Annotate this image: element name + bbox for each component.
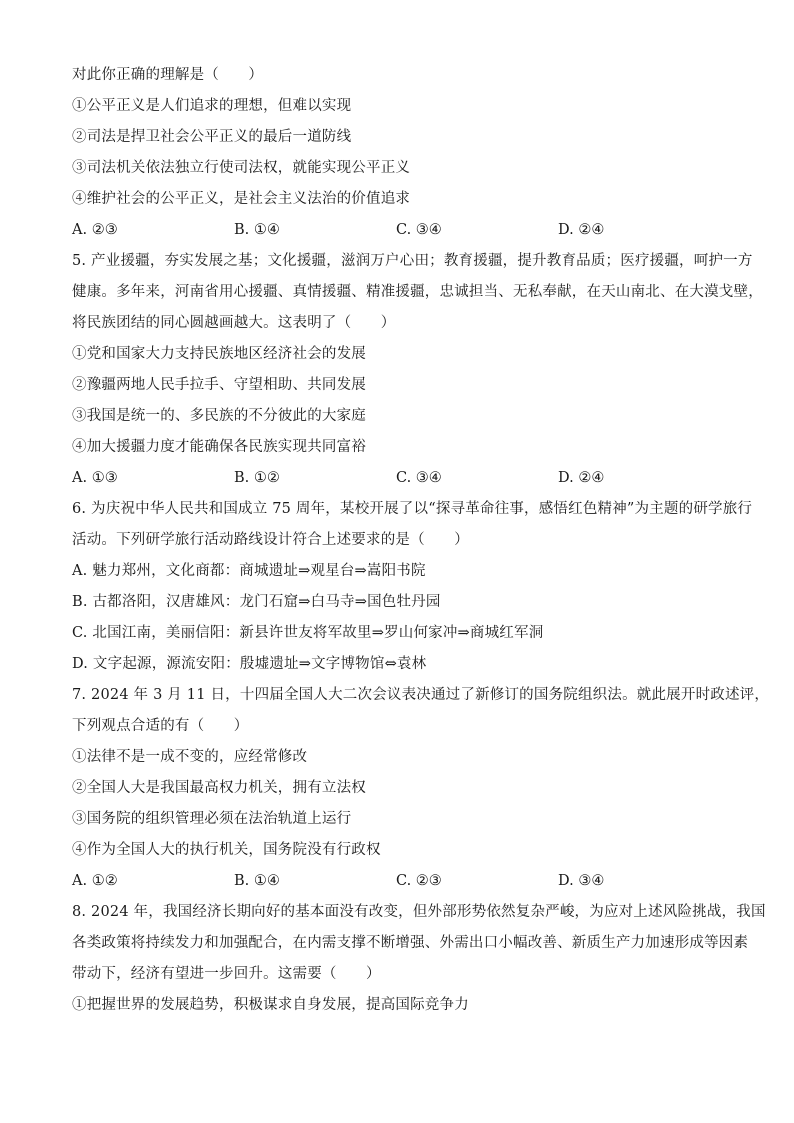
q7-item-4: ④作为全国人大的执行机关，国务院没有行政权 [72,842,381,858]
q5-item-1: ①党和国家大力支持民族地区经济社会的发展 [72,346,366,362]
q7-stem-line-1: 7. 2024 年 3 月 11 日，十四届全国人大二次会议表决通过了新修订的国务院组织法。就此展开时政述评， [72,687,770,703]
q7-option-b: B. ①④ [234,873,280,889]
q5-item-3: ③我国是统一的、多民族的不分彼此的大家庭 [72,408,366,424]
q4-item-1: ①公平正义是人们追求的理想，但难以实现 [72,98,352,114]
q4-item-2: ②司法是捍卫社会公平正义的最后一道防线 [72,129,352,145]
q5-stem-line-3: 将民族团结的同心圆越画越大。这表明了（ ） [72,315,396,331]
q7-option-a: A. ①② [72,873,118,889]
q4-stem: 对此你正确的理解是（ ） [72,67,264,83]
q4-option-d: D. ②④ [558,222,605,238]
q7-option-c: C. ②③ [396,873,442,889]
q5-options [72,463,732,494]
q8-item-1: ①把握世界的发展趋势，积极谋求自身发展，提高国际竞争力 [72,997,469,1013]
q4-option-b: B. ①④ [234,222,280,238]
q7-stem-line-2: 下列观点合适的有（ ） [72,718,249,734]
q5-item-2: ②豫疆两地人民手拉手、守望相助、共同发展 [72,377,366,393]
q8-stem-line-3: 带动下，经济有望进一步回升。这需要（ ） [72,966,381,982]
q5-stem-line-1: 5. 产业援疆，夯实发展之基；文化援疆，滋润万户心田；教育援疆，提升教育品质；医疗援疆，呵护一方 [72,253,753,269]
q5-option-a: A. ①③ [72,470,118,486]
q5-option-d: D. ②④ [558,470,605,486]
q4-option-a: A. ②③ [72,222,118,238]
q8-stem-line-2: 各类政策将持续发力和加强配合，在内需支撑不断增强、外需出口小幅改善、新质生产力加速形成等因素 [72,935,749,951]
q5-option-b: B. ①② [234,470,280,486]
exam-page [72,60,770,1021]
q4-option-c: C. ③④ [396,222,442,238]
q6-choice-a: A. 魅力郑州，文化商都：商城遗址⇒观星台⇒嵩阳书院 [72,563,426,579]
q6-stem-line-1: 6. 为庆祝中华人民共和国成立 75 周年，某校开展了以“探寻革命往事，感悟红色精神”为主题的研学旅行 [72,501,753,517]
q4-item-4: ④维护社会的公平正义，是社会主义法治的价值追求 [72,191,411,207]
q7-option-d: D. ③④ [558,873,605,889]
q7-item-1: ①法律不是一成不变的，应经常修改 [72,749,308,765]
q7-item-2: ②全国人大是我国最高权力机关，拥有立法权 [72,780,366,796]
q6-choice-b: B. 古都洛阳，汉唐雄风：龙门石窟⇒白马寺⇒国色牡丹园 [72,594,441,610]
q6-choice-d: D. 文字起源，源流安阳：殷墟遗址⇒文字博物馆⇔袁林 [72,656,427,672]
q5-item-4: ④加大援疆力度才能确保各民族实现共同富裕 [72,439,366,455]
q5-stem-line-2: 健康。多年来，河南省用心援疆、真情援疆、精准援疆，忠诚担当、无私奉献，在天山南北、在大漠戈壁， [72,284,763,300]
q6-choice-c: C. 北国江南，美丽信阳：新县许世友将军故里⇒罗山何家冲⇒商城红军洞 [72,625,544,641]
q5-option-c: C. ③④ [396,470,442,486]
q7-options [72,866,732,897]
q8-stem-line-1: 8. 2024 年，我国经济长期向好的基本面没有改变，但外部形势依然复杂严峻，为应对上述风险挑战，我国 [72,904,766,920]
q7-item-3: ③国务院的组织管理必须在法治轨道上运行 [72,811,352,827]
q4-options [72,215,732,246]
q4-item-3: ③司法机关依法独立行使司法权，就能实现公平正义 [72,160,411,176]
q6-stem-line-2: 活动。下列研学旅行活动路线设计符合上述要求的是（ ） [72,532,469,548]
